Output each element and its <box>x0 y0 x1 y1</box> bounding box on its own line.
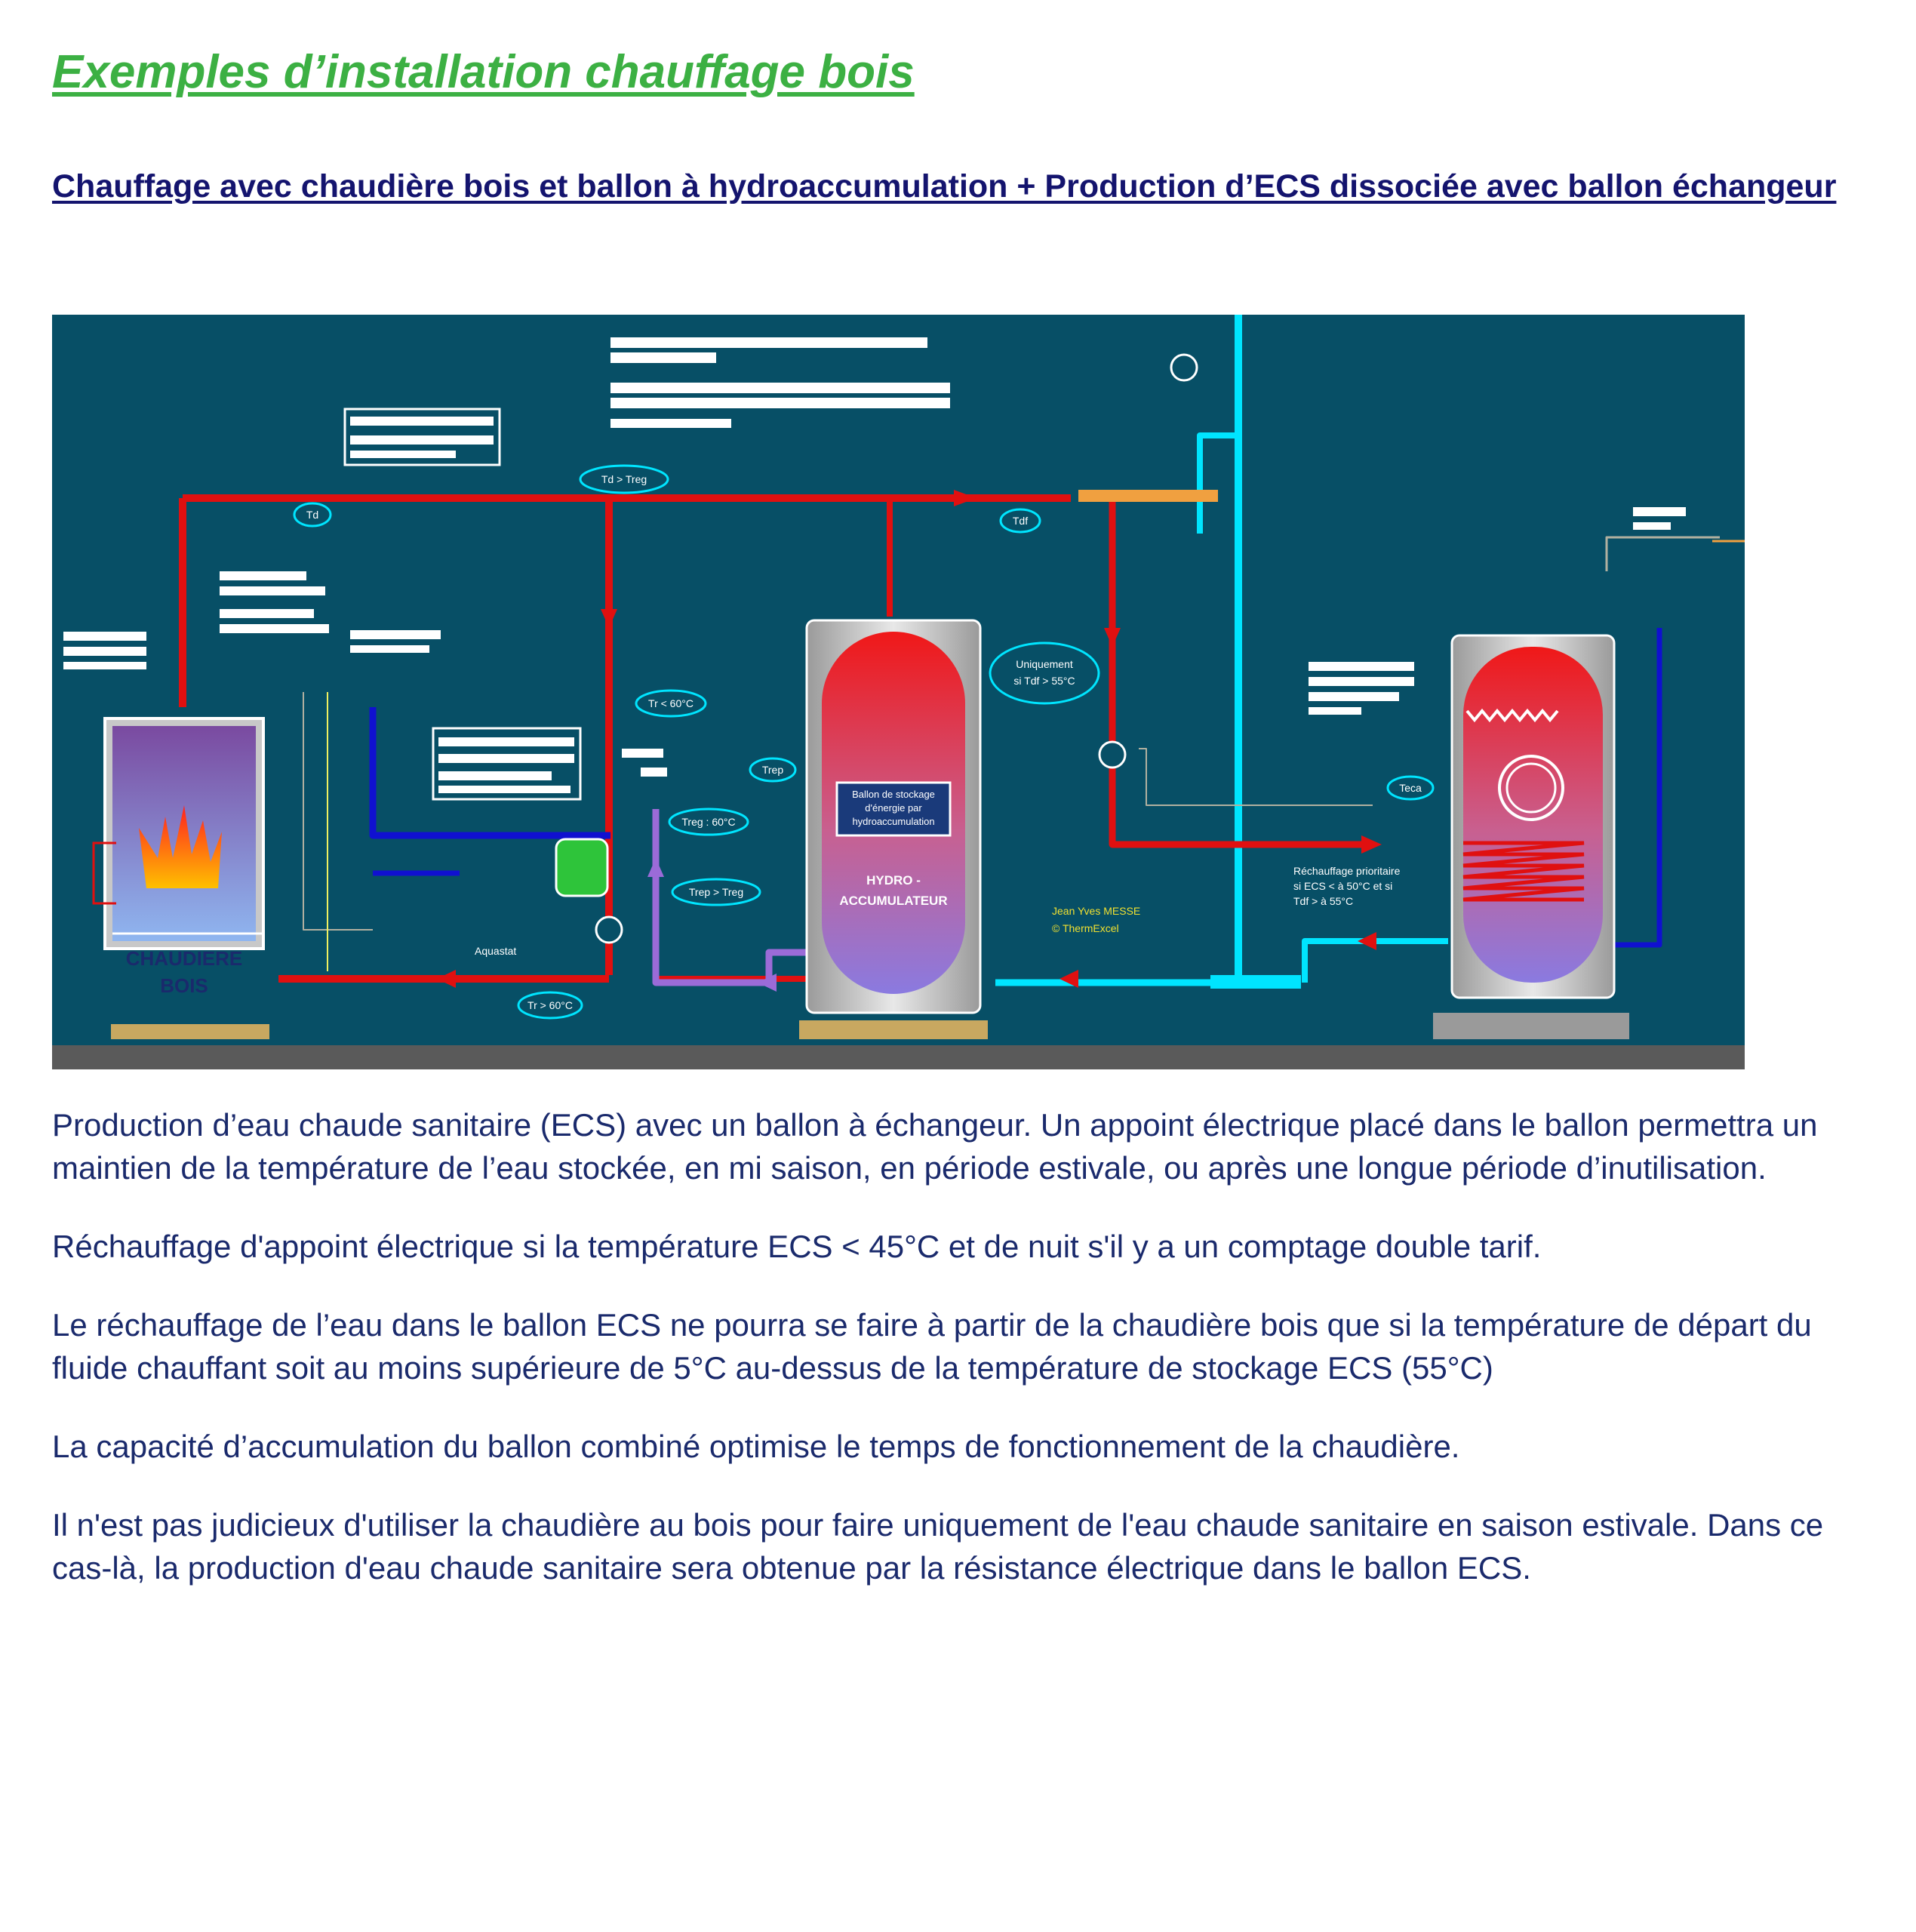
heating-installation-diagram <box>52 315 1745 1069</box>
author-line2: © ThermExcel <box>1052 922 1119 934</box>
label-trep: Trep <box>761 764 784 776</box>
paragraph: Il n'est pas judicieux d'utiliser la chaudière au bois pour faire uniquement de l'eau chaude sanitaire en saison estivale. Dans ce cas-là, la production d'eau chaude sanitaire sera obtenue par la résistance électrique dans le ballon ECS. <box>52 1507 1824 1586</box>
tank-label-line1: HYDRO - <box>866 873 921 888</box>
ecs-heater-housing <box>1210 975 1301 989</box>
boiler-label-line1: CHAUDIERE <box>125 947 243 970</box>
boiler-label-line2: BOIS <box>160 974 208 997</box>
tank-caption-line3: hydroaccumulation <box>852 816 935 827</box>
section-heading: Chauffage avec chaudière bois et ballon à hydroaccumulation + Production d’ECS dissociée avec ballon échangeur <box>52 168 1837 205</box>
paragraph: Production d’eau chaude sanitaire (ECS) avec un ballon à échangeur. Un appoint électrique placé dans le ballon permettra un maintien de la température de l’eau stockée, en mi saison, en période estivale, ou après une longue période d’inutilisation. <box>52 1107 1818 1186</box>
label-treg: Treg : 60°C <box>681 816 736 828</box>
hydro-accumulator-tank <box>799 620 988 1039</box>
note-rechauffage-line2: si ECS < à 50°C et si <box>1293 880 1393 892</box>
paragraph: Réchauffage d'appoint électrique si la température ECS < 45°C et de nuit s'il y a un comptage double tarif. <box>52 1229 1542 1264</box>
tank-caption-line1: Ballon de stockage <box>852 789 935 800</box>
note-rechauffage-line1: Réchauffage prioritaire <box>1293 865 1401 877</box>
description <box>52 1103 1878 1625</box>
author-line1: Jean Yves MESSE <box>1052 905 1141 917</box>
label-trep-treg: Trep > Treg <box>688 886 744 898</box>
label-uniquement-line1: Uniquement <box>1016 658 1073 670</box>
pump-icon <box>1171 355 1197 380</box>
label-teca: Teca <box>1399 782 1422 794</box>
page-title: Exemples d’installation chauffage bois <box>52 46 915 98</box>
tank-caption-line2: d'énergie par <box>865 802 922 814</box>
label-uniquement-line2: si Tdf > 55°C <box>1013 675 1075 687</box>
label-tr-min: Tr > 60°C <box>527 999 573 1011</box>
label-td: Td <box>306 509 319 521</box>
label-td-treg: Td > Treg <box>601 473 647 485</box>
label-tdf: Tdf <box>1012 515 1029 527</box>
tank-label-line2: ACCUMULATEUR <box>839 894 948 908</box>
note-rechauffage-line3: Tdf > à 55°C <box>1293 895 1354 907</box>
paragraph: Le réchauffage de l’eau dans le ballon ECS ne pourra se faire à partir de la chaudière bois que si la température de départ du fluide chauffant soit au moins supérieure de 5°C au-dessus de la température de stockage ECS (55°C) <box>52 1307 1812 1386</box>
expansion-vessel <box>556 839 607 896</box>
floor <box>52 1045 1745 1069</box>
ecs-tank <box>1433 635 1629 1039</box>
pump-icon <box>596 917 622 943</box>
paragraph: La capacité d’accumulation du ballon combiné optimise le temps de fonctionnement de la chaudière. <box>52 1429 1460 1464</box>
label-aquastat: Aquastat <box>475 945 517 957</box>
label-tr-max: Tr < 60°C <box>648 697 694 709</box>
pump-icon <box>1099 742 1125 768</box>
